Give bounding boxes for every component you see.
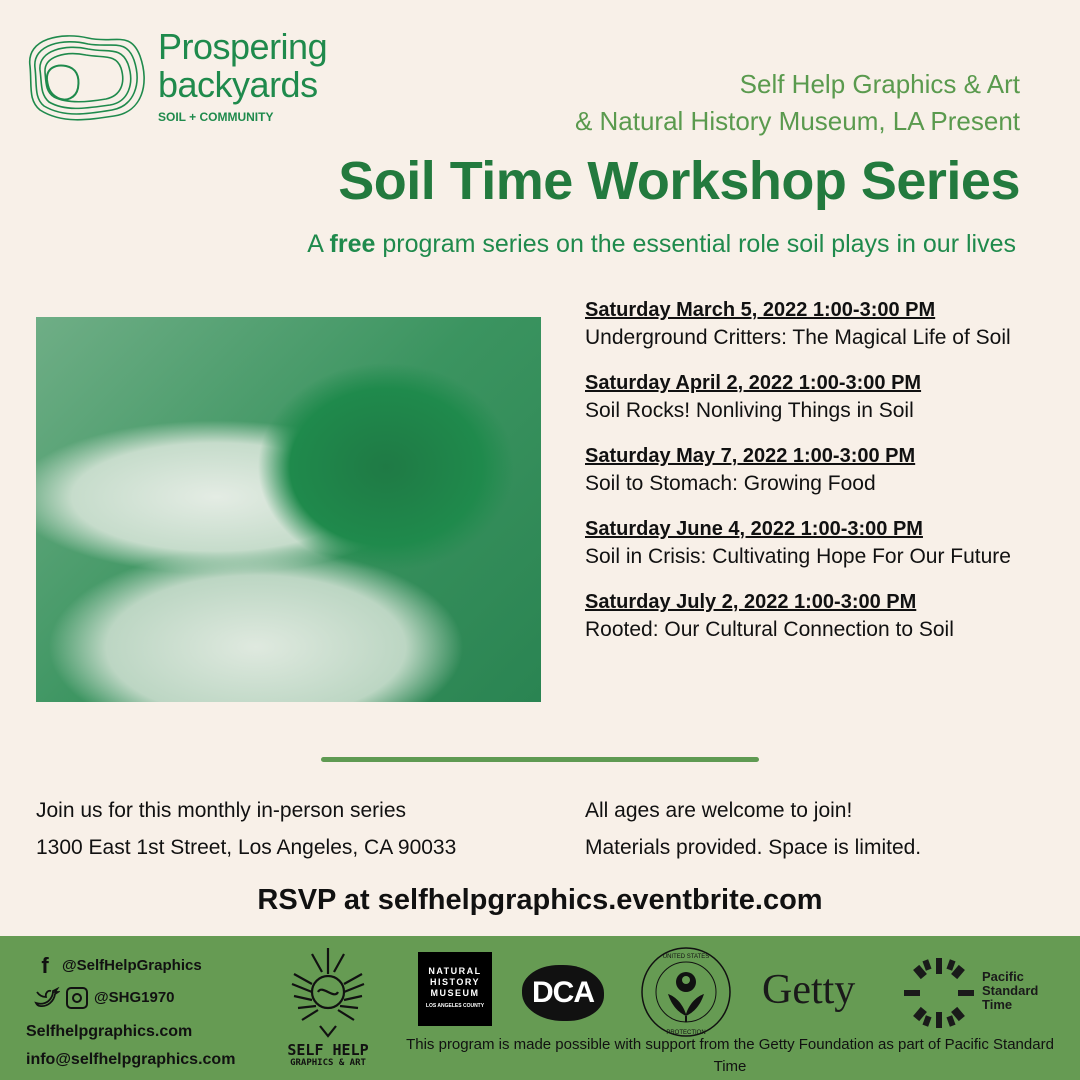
session-item	[585, 370, 1045, 424]
section-divider	[321, 757, 759, 762]
nhm-logo-line: MUSEUM	[430, 988, 480, 998]
session-list	[585, 297, 1045, 662]
instagram-icon	[66, 987, 88, 1009]
contact-links	[26, 1018, 235, 1074]
session-date: Saturday March 5, 2022 1:00-3:00 PM	[585, 299, 936, 321]
getty-logo: Getty	[762, 967, 856, 1013]
dca-logo: DCA	[522, 965, 604, 1021]
prospering-backyards-logo-icon	[22, 26, 150, 124]
subtitle	[307, 230, 1016, 259]
subtitle-emphasis: free	[329, 230, 376, 258]
subtitle-prefix: A	[307, 230, 330, 258]
subtitle-suffix: program series on the essential role soil plays in our lives	[375, 230, 1016, 258]
logo-tagline: SOIL + COMMUNITY	[158, 110, 274, 124]
facebook-handle: @SelfHelpGraphics	[62, 957, 202, 974]
session-title: Rooted: Our Cultural Connection to Soil	[585, 618, 954, 641]
session-date: Saturday July 2, 2022 1:00-3:00 PM	[585, 591, 917, 613]
presenter-line-2: & Natural History Museum, LA Present	[574, 106, 1020, 136]
session-title: Soil to Stomach: Growing Food	[585, 472, 876, 495]
rsvp-link[interactable]: RSVP at selfhelpgraphics.eventbrite.com	[257, 884, 823, 916]
svg-text:UNITED STATES: UNITED STATES	[662, 954, 710, 960]
pst-line: Time	[982, 997, 1013, 1012]
twitter-instagram-row[interactable]	[34, 982, 202, 1014]
series-note: Join us for this monthly in-person series	[36, 799, 406, 822]
location-info	[36, 792, 456, 866]
session-title: Underground Critters: The Magical Life of Soil	[585, 326, 1011, 349]
session-item	[585, 443, 1045, 497]
logo-wordmark-line1: Prospering	[158, 26, 328, 67]
shg-logo-sub: GRAPHICS & ART	[290, 1058, 366, 1068]
session-date: Saturday April 2, 2022 1:00-3:00 PM	[585, 372, 922, 394]
twitter-instagram-handle: @SHG1970	[94, 989, 175, 1006]
svg-text:PROTECTION: PROTECTION	[666, 1030, 706, 1036]
session-title: Soil Rocks! Nonliving Things in Soil	[585, 399, 914, 422]
shg-logo-name: SELF HELP	[287, 1041, 369, 1059]
pst-line: Standard	[982, 983, 1039, 998]
support-statement: This program is made possible with support from the Getty Foundation as part of Pacific Standard Time	[406, 1036, 1054, 1075]
session-title: Soil in Crisis: Cultivating Hope For Our Future	[585, 545, 1011, 568]
session-date: Saturday June 4, 2022 1:00-3:00 PM	[585, 518, 923, 540]
materials-note: Materials provided. Space is limited.	[585, 836, 922, 859]
nhm-logo-county: LOS ANGELES COUNTY	[425, 1003, 485, 1009]
facebook-icon: f	[41, 953, 49, 978]
session-item	[585, 589, 1045, 643]
shg-emblem-icon	[282, 944, 374, 1038]
session-item	[585, 297, 1045, 351]
natural-history-museum-logo	[418, 952, 492, 1026]
pst-line: Pacific	[982, 969, 1024, 984]
session-date: Saturday May 7, 2022 1:00-3:00 PM	[585, 445, 916, 467]
email-link[interactable]: info@selfhelpgraphics.com	[26, 1051, 236, 1068]
pacific-standard-time-sun-icon	[902, 956, 976, 1030]
self-help-graphics-logo	[278, 944, 378, 1074]
soil-in-hands-photo	[36, 317, 541, 702]
twitter-icon	[34, 987, 60, 1009]
epa-seal-icon	[638, 944, 734, 1040]
facebook-row[interactable]	[34, 950, 202, 982]
social-handles	[34, 950, 202, 1014]
page-title: Soil Time Workshop Series	[338, 151, 1020, 211]
nhm-logo-line: NATURAL	[428, 966, 482, 976]
session-item	[585, 516, 1045, 570]
website-link[interactable]: Selfhelpgraphics.com	[26, 1023, 193, 1040]
nhm-logo-line: HISTORY	[429, 977, 480, 987]
presenters	[575, 66, 1020, 140]
presenter-line-1: Self Help Graphics & Art	[739, 69, 1020, 99]
address: 1300 East 1st Street, Los Angeles, CA 90033	[36, 836, 457, 859]
pacific-standard-time-wordmark	[982, 970, 1038, 1012]
attendance-info	[585, 792, 921, 866]
logo-wordmark-line2: backyards	[158, 64, 318, 105]
ages-note: All ages are welcome to join!	[585, 799, 853, 822]
